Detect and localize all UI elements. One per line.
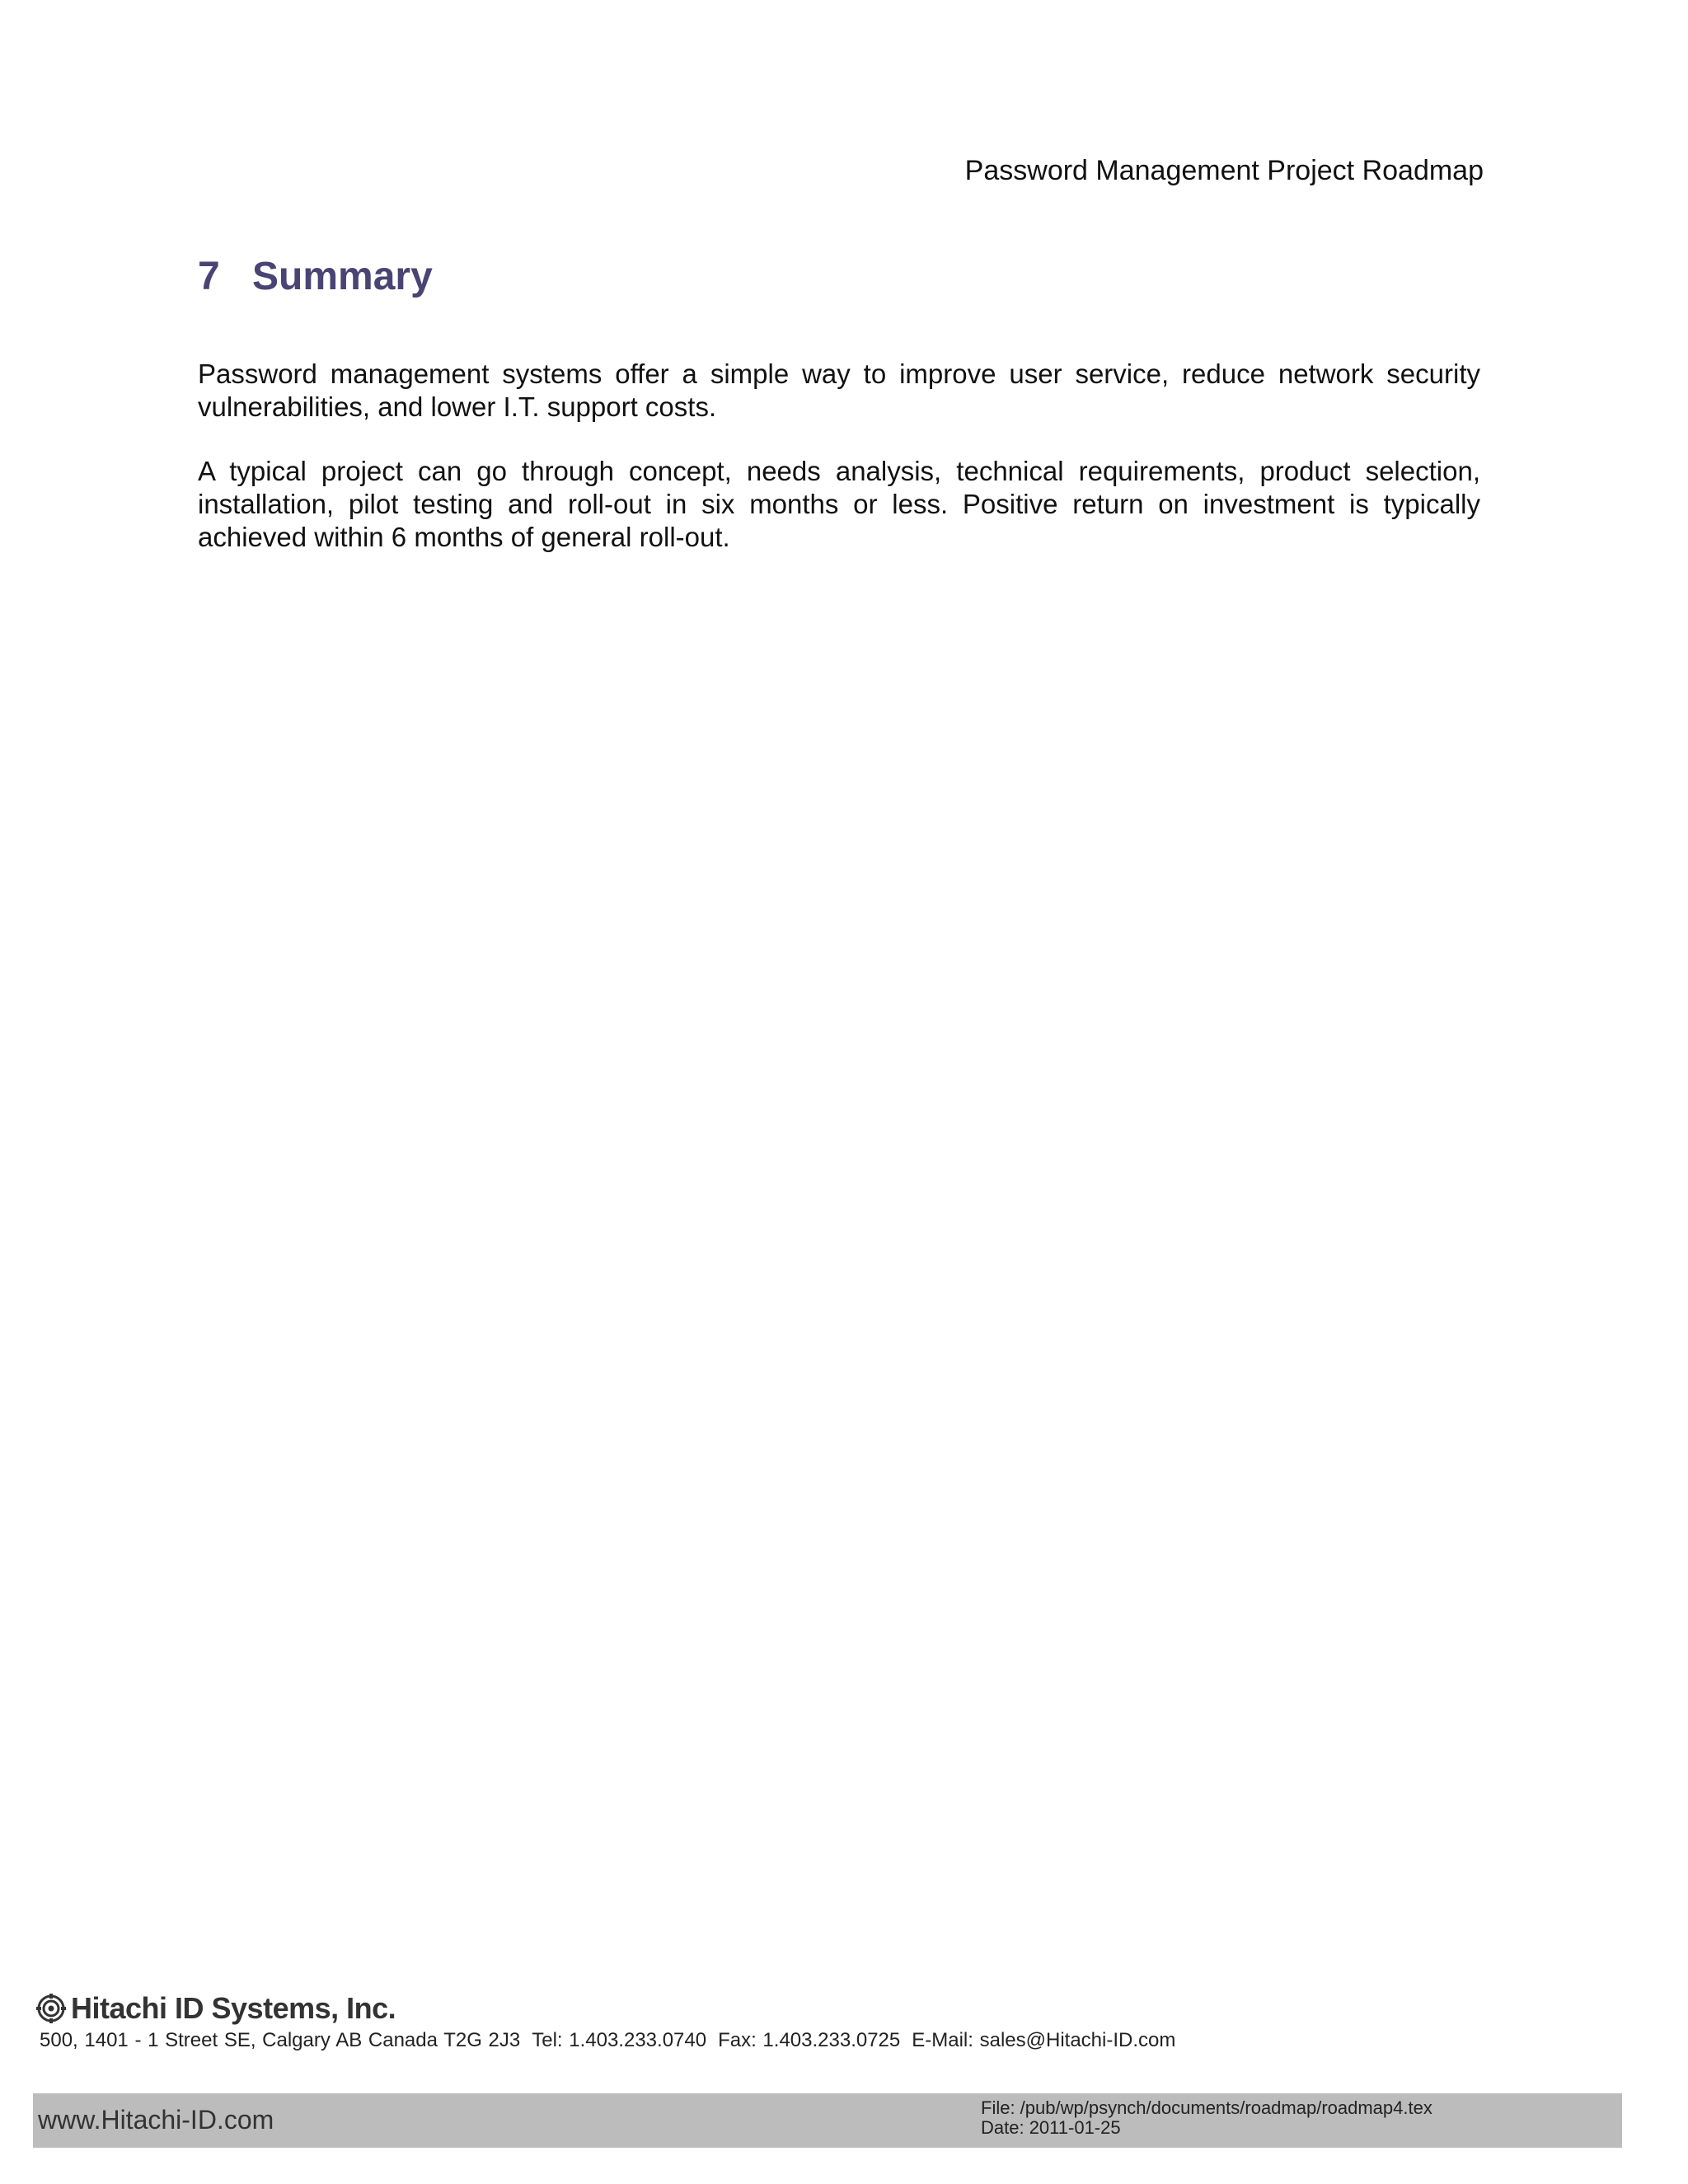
- footer-bar: [33, 2093, 1622, 2148]
- file-date: Date: 2011-01-25: [981, 2117, 1121, 2138]
- hitachi-logo-icon: [36, 1994, 66, 2023]
- footer-address: 500, 1401 - 1 Street SE, Calgary AB Canada T2G 2J3: [40, 2029, 521, 2051]
- file-meta: [981, 2098, 1432, 2138]
- running-header-title: Password Management Project Roadmap: [964, 155, 1484, 186]
- footer-fax: Fax: 1.403.233.0725: [718, 2029, 901, 2051]
- section-number: 7: [198, 255, 220, 298]
- body-text: [198, 358, 1480, 585]
- file-path: File: /pub/wp/psynch/documents/roadmap/roadmap4.tex: [981, 2097, 1432, 2118]
- footer-contact: [40, 2029, 1187, 2052]
- paragraph: A typical project can go through concept, needs analysis, technical requirements, product selection, installation, pilot testing and roll-out in six months or less. Positive return on investment is typically achieved within 6 months of general roll-out.: [198, 456, 1480, 552]
- website-link[interactable]: www.Hitachi-ID.com: [38, 2105, 274, 2135]
- company-name: Hitachi ID Systems, Inc.: [71, 1991, 396, 2025]
- footer-company: [36, 1991, 396, 2026]
- paragraph: Password management systems offer a simple way to improve user service, reduce network security vulnerabilities, and lower I.T. support costs.: [198, 359, 1480, 422]
- footer-tel: Tel: 1.403.233.0740: [532, 2029, 707, 2051]
- section-title: Summary: [252, 255, 433, 298]
- section-heading: [198, 254, 433, 299]
- footer-email[interactable]: E-Mail: sales@Hitachi-ID.com: [912, 2029, 1176, 2051]
